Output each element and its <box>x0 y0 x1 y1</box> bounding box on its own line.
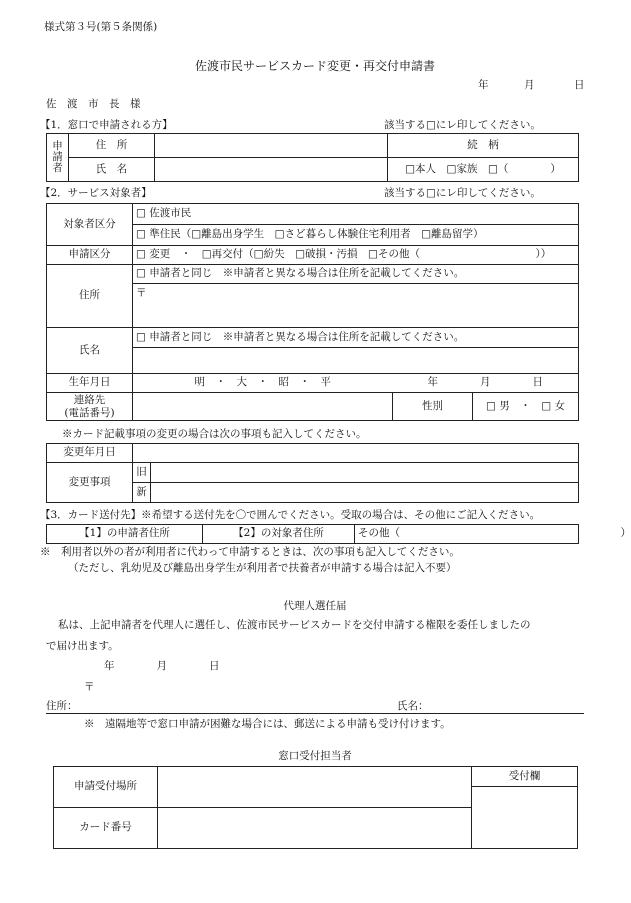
mail-note: ※ 遠隔地等で窓口申請が困難な場合には、郵送による申請も受け付けます。 <box>84 718 451 730</box>
applicant-address-field[interactable] <box>155 134 388 158</box>
section2-note: 該当する□にレ印してください。 <box>384 187 541 199</box>
proxy-title: 代理人選任届 <box>283 600 347 612</box>
birthdate-era-options[interactable]: 明 ・ 大 ・ 昭 ・ 平 <box>133 374 393 393</box>
apply-category-options[interactable]: □ 変更 ・ □再交付（□紛失 □破損・汚損 □その他（ ）） <box>133 246 579 265</box>
applicant-name-field[interactable] <box>155 158 388 182</box>
section2-header: 【2．サービス対象者】 <box>40 187 152 199</box>
change-new-label: 新 <box>133 483 151 503</box>
date-day-label: 日 <box>574 79 585 91</box>
card-number-label: カード番号 <box>54 808 158 849</box>
delivery-option-other[interactable]: その他（ ） <box>355 525 579 544</box>
addressee: 佐 渡 市 長 様 <box>46 98 141 110</box>
proxy-address-label: 住所： <box>46 700 78 712</box>
staff-title: 窓口受付担当者 <box>278 750 352 762</box>
contact-label: 連絡先 (電話番号) <box>47 393 133 421</box>
form-number: 様式第３号(第５条関係) <box>44 21 158 33</box>
proxy-body-line2: で届け出ます。 <box>46 640 119 652</box>
relation-options[interactable]: □本人 □家族 □（ ） <box>388 158 579 182</box>
change-new-field[interactable] <box>151 483 579 503</box>
change-note: ※カード記載事項の変更の場合は次の事項も記入してください。 <box>62 428 367 440</box>
proxy-name-label: 氏名： <box>397 700 429 712</box>
change-table <box>46 443 579 503</box>
change-old-field[interactable] <box>151 463 579 483</box>
delivery-option-target[interactable]: 【2】の対象者住所 <box>203 525 355 544</box>
relation-label: 続 柄 <box>388 134 579 158</box>
target-category-label: 対象者区分 <box>47 204 133 246</box>
target-option-citizen[interactable]: □ 佐渡市民 <box>133 204 579 225</box>
card-number-field[interactable] <box>158 808 472 849</box>
target-name-same-check[interactable]: □ 申請者と同じ ※申請者と異なる場合は住所を記載してください。 <box>133 328 579 348</box>
target-address-same-check[interactable]: □ 申請者と同じ ※申請者と異なる場合は住所を記載してください。 <box>133 265 579 284</box>
sex-label: 性別 <box>393 393 473 421</box>
target-name-label: 氏名 <box>47 328 133 374</box>
date-month-label: 月 <box>524 79 535 91</box>
delivery-table <box>46 524 631 544</box>
target-option-quasi[interactable]: □ 準住民（□離島出身学生 □さど暮らし体験住宅利用者 □離島留学） <box>133 225 579 246</box>
proxy-postal-mark: 〒 <box>84 681 95 693</box>
sex-options[interactable]: □ 男 ・ □ 女 <box>473 393 579 421</box>
target-table <box>46 203 579 421</box>
applicant-name-label: 氏 名 <box>69 158 155 182</box>
applicant-address-label: 住 所 <box>69 134 155 158</box>
contact-field[interactable] <box>133 393 393 421</box>
target-address-field[interactable] <box>133 284 579 328</box>
change-old-label: 旧 <box>133 463 151 483</box>
delivery-option-applicant[interactable]: 【1】の申請者住所 <box>47 525 203 544</box>
receipt-field[interactable] <box>472 787 578 849</box>
apply-category-label: 申請区分 <box>47 246 133 265</box>
proxy-note-exception: （ただし、乳幼児及び離島出身学生が利用者で扶養者が申請する場合は記入不要） <box>68 562 457 574</box>
change-date-label: 変更年月日 <box>47 444 133 463</box>
proxy-note: ※ 利用者以外の者が利用者に代わって申請するときは、次の事項も記入してください。 <box>40 546 460 558</box>
date-year-label: 年 <box>478 79 489 91</box>
change-date-field[interactable] <box>133 444 579 463</box>
birthdate-label: 生年月日 <box>47 374 133 393</box>
proxy-signature-line <box>46 713 584 714</box>
postal-mark: 〒 <box>136 287 147 299</box>
section3-header: 【3．カード送付先】※希望する送付先を〇で囲んでください。受取の場合は、その他にご記入ください。 <box>40 509 541 521</box>
page-title: 佐渡市民サービスカード変更・再交付申請書 <box>194 59 435 73</box>
applicant-table <box>46 133 579 182</box>
target-address-label: 住所 <box>47 265 133 328</box>
target-name-field[interactable] <box>133 348 579 374</box>
proxy-body-line1: 私は、上記申請者を代理人に選任し、佐渡市民サービスカードを交付申請する権限を委任しましたの <box>58 619 531 631</box>
receipt-place-field[interactable] <box>158 767 472 808</box>
receipt-label: 受付欄 <box>472 767 578 787</box>
section1-note: 該当する□にレ印してください。 <box>384 119 541 131</box>
change-item-label: 変更事項 <box>47 463 133 503</box>
applicant-side-label: 申請者 <box>47 134 69 182</box>
section1-header: 【1．窓口で申請される方】 <box>40 119 173 131</box>
receipt-place-label: 申請受付場所 <box>54 767 158 808</box>
proxy-date: 年 月 日 <box>104 660 220 672</box>
staff-table <box>53 766 578 849</box>
birthdate-ymd[interactable]: 年 月 日 <box>393 374 579 393</box>
